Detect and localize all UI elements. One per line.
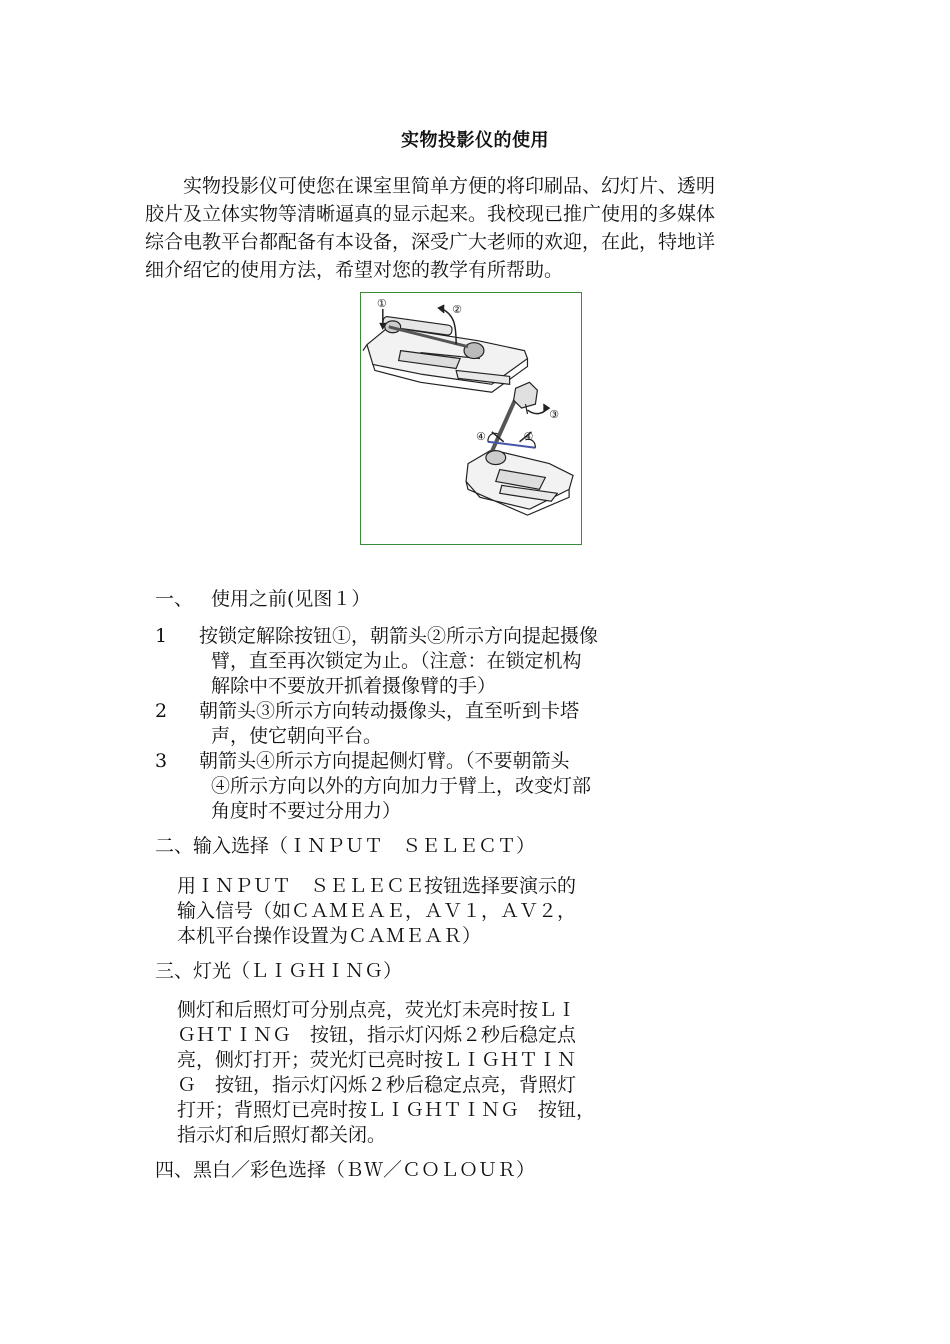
intro-line: 综合电教平台都配备有本设备，深受广大老师的欢迎，在此，特地详 [145, 231, 716, 253]
item-number: 1 [155, 625, 168, 647]
item-line: 解除中不要放开抓着摄像臂的手） [211, 675, 497, 697]
item-number: 2 [155, 700, 168, 722]
section3-heading: 三、灯光（ＬＩＧＨＩＮＧ） [155, 960, 403, 982]
section2-line: 本机平台操作设置为ＣＡＭＥＡＲ） [177, 925, 482, 947]
section3-line: 侧灯和后照灯可分别点亮，荧光灯未亮时按ＬＩ [177, 999, 577, 1021]
section3-line: 指示灯和后照灯都关闭。 [177, 1124, 387, 1146]
section2-line: 输入信号（如ＣＡＭＥＡＥ，ＡＶ１，ＡＶ２， [177, 900, 577, 922]
item-line: 按锁定解除按钮①，朝箭头②所示方向提起摄像 [199, 625, 599, 647]
item-line: 声，使它朝向平台。 [211, 725, 383, 747]
callout-1: ① [376, 297, 387, 311]
section4-heading: 四、黑白／彩色选择（ＢＷ／ＣＯＬＯＵＲ） [155, 1159, 536, 1181]
item-line: 臂，直至再次锁定为止。（注意：在锁定机构 [211, 650, 582, 672]
item-line: 角度时不要过分用力） [211, 800, 402, 822]
item-line: 朝箭头④所示方向提起侧灯臂。（不要朝箭头 [199, 750, 570, 772]
document-title: 实物投影仪的使用 [401, 130, 549, 151]
section2-heading: 二、输入选择（ＩＮＰＵＴ ＳＥＬＥＣＴ） [155, 835, 536, 857]
intro-line: 实物投影仪可使您在课室里简单方便的将印刷品、幻灯片、透明 [183, 175, 716, 197]
section3-line: 打开；背照灯已亮时按ＬＩＧＨＴＩＮＧ 按钮， [177, 1099, 596, 1121]
section1-heading: 使用之前(见图１） [211, 588, 371, 610]
callout-2: ② [452, 302, 462, 316]
callout-4-left: ④ [475, 429, 486, 443]
section3-line: Ｇ 按钮，指示灯闪烁２秒后稳定点亮，背照灯 [177, 1074, 577, 1096]
section2-line: 用ＩＮＰＵＴ ＳＥＬＥＣＥ按钮选择要演示的 [177, 875, 577, 897]
item-line: 朝箭头③所示方向转动摄像头，直至听到卡塔 [199, 700, 580, 722]
callout-4-right: ④ [523, 429, 534, 443]
section1-heading-num: 一、 [155, 588, 194, 610]
callout-3: ③ [549, 408, 560, 422]
intro-line: 胶片及立体实物等清晰逼真的显示起来。我校现已推广使用的多媒体 [145, 203, 716, 225]
section3-line: 亮，侧灯打开；荧光灯已亮时按ＬＩＧＨＴＩＮ [177, 1049, 577, 1071]
intro-paragraph [145, 172, 800, 284]
projector-figure [360, 292, 582, 545]
item-line: ④所示方向以外的方向加力于臂上，改变灯部 [211, 775, 592, 797]
projector-illustration [361, 293, 581, 544]
section3-line: ＧＨＴＩＮＧ 按钮，指示灯闪烁２秒后稳定点 [177, 1024, 577, 1046]
intro-line: 细介绍它的使用方法，希望对您的教学有所帮助。 [145, 259, 564, 281]
item-number: 3 [155, 750, 168, 772]
